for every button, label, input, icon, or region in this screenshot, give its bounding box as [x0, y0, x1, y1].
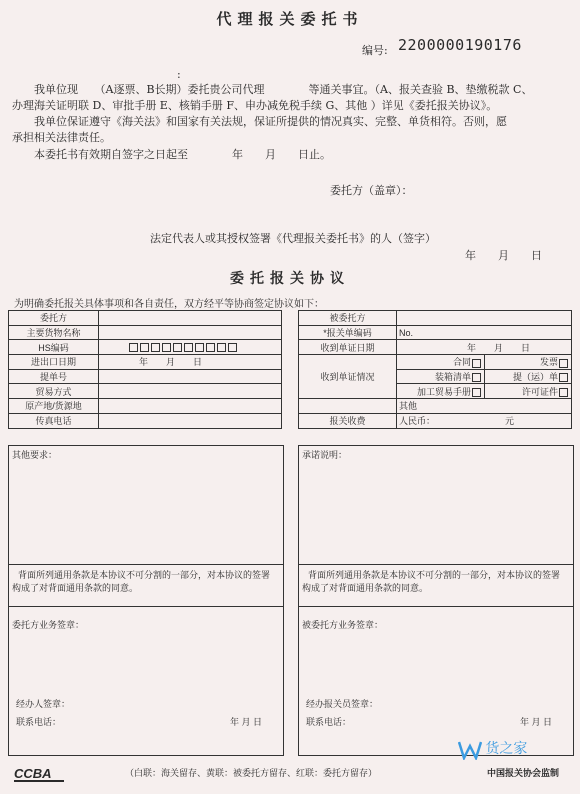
broker-sign-label: 经办报关员签章： [306, 699, 379, 709]
promise-area[interactable] [300, 452, 570, 562]
table-row: 收到单证日期 年 月 日 [299, 340, 572, 355]
other-requirements-label: 其他要求： [12, 450, 58, 460]
recv-date-field[interactable]: 年 月 日 [397, 340, 572, 355]
hs-code-field[interactable] [99, 340, 282, 355]
table-row: 原产地/货源地 [9, 399, 282, 414]
table-row: 被委托方 [299, 311, 572, 326]
right-date: 年 月 日 [520, 717, 553, 727]
handler-sign-label: 经办人签章： [16, 699, 71, 709]
checkbox-icon[interactable] [559, 373, 568, 382]
table-row: 收到单证情况 合同 发票 [299, 355, 572, 370]
contract-check[interactable]: 合同 [397, 355, 485, 370]
table-row [299, 399, 572, 414]
right-clause-line-2: 构成了对背面通用条款的同意。 [302, 583, 429, 593]
left-clause-line-1: 背面所列通用条款是本协议不可分割的一部分，对本协议的签署 [18, 570, 271, 580]
checkbox-icon[interactable] [559, 359, 568, 368]
checkbox-icon[interactable] [559, 388, 568, 397]
para-3: 本委托书有效期自签字之日起至 年 月 日止。 [34, 148, 331, 161]
sign-date: 年 月 日 [465, 249, 542, 262]
fee-field[interactable]: 人民币： 元 [397, 413, 572, 428]
principal-table [8, 310, 282, 429]
divider [298, 606, 573, 607]
sign-party: 委托方（盖章）： [330, 184, 413, 197]
para-1-line-1: 我单位现 （A逐票、B长期）委托贵公司代理 等通关事宜。（A、报关查验 B、垫缴税款 C、 [34, 83, 533, 96]
divider [298, 564, 573, 565]
table-row: 主要货物名称 [9, 325, 282, 340]
other-docs-field[interactable]: 其他 [397, 399, 572, 414]
w-logo-icon [458, 740, 482, 760]
packing-check[interactable]: 装箱清单 [397, 369, 485, 384]
left-clause-line-2: 构成了对背面通用条款的同意。 [12, 583, 139, 593]
decl-no-field[interactable]: No. [397, 325, 572, 340]
left-phone-label: 联系电话： [16, 717, 62, 727]
table-row: *报关单编码 No. [299, 325, 572, 340]
principal-sign-label: 委托方业务签章： [12, 620, 85, 630]
serial-number: 2200000190176 [398, 36, 522, 54]
para-2-line-2: 承担相关法律责任。 [12, 131, 111, 144]
handbook-check[interactable]: 加工贸易手册 [397, 384, 485, 399]
divider [8, 564, 283, 565]
table-row: 传真电话 [9, 413, 282, 428]
agreement-intro: 为明确委托报关具体事项和各自责任，双方经平等协商签定协议如下： [14, 299, 324, 310]
trade-mode-field[interactable] [99, 384, 282, 399]
checkbox-icon[interactable] [472, 388, 481, 397]
table-row: 贸易方式 [9, 384, 282, 399]
agent-table [298, 310, 572, 429]
origin-field[interactable] [99, 399, 282, 414]
ccba-logo: CCBA [14, 766, 64, 782]
left-date: 年 月 日 [230, 717, 263, 727]
table-row: 进出口日期 年 月 日 [9, 355, 282, 370]
right-phone-label: 联系电话： [306, 717, 352, 727]
bill-no-field[interactable] [99, 369, 282, 384]
serial-label: 编号: [362, 44, 388, 57]
para-1-line-2: 办理海关证明联 D、审批手册 E、核销手册 F、申办减免税手续 G、其他 ）详见《委托报关协议》。 [12, 99, 498, 112]
table-row: 提单号 [9, 369, 282, 384]
checkbox-icon[interactable] [472, 373, 481, 382]
checkbox-icon[interactable] [472, 359, 481, 368]
divider [8, 606, 283, 607]
fax-phone-field[interactable] [99, 413, 282, 428]
agreement-title: 委托报关协议 [230, 271, 350, 287]
agent-sign-label: 被委托方业务签章： [302, 620, 384, 630]
agent-field[interactable] [397, 311, 572, 326]
table-row: 委托方 [9, 311, 282, 326]
invoice-check[interactable]: 发票 [485, 355, 572, 370]
watermark: 货之家 [458, 738, 527, 760]
sign-representative: 法定代表人或其授权签署《代理报关委托书》的人（签字） [150, 232, 436, 245]
promise-label: 承诺说明： [302, 450, 348, 460]
doc-title: 代理报关委托书 [216, 10, 364, 28]
principal-field[interactable] [99, 311, 282, 326]
goods-name-field[interactable] [99, 325, 282, 340]
table-row: 报关收费 人民币： 元 [299, 413, 572, 428]
right-clause-line-1: 背面所列通用条款是本协议不可分割的一部分，对本协议的签署 [308, 570, 561, 580]
license-check[interactable]: 许可证件 [485, 384, 572, 399]
bill-check[interactable]: 提（运）单 [485, 369, 572, 384]
issuer: 中国报关协会监制 [487, 768, 560, 778]
copy-distribution-note: （白联：海关留存、黄联：被委托方留存、红联：委托方留存） [125, 768, 378, 778]
para-2-line-1: 我单位保证遵守《海关法》和国家有关法规，保证所提供的情况真实、完整、单货相符。否则，愿 [34, 115, 507, 128]
other-requirements-area[interactable] [10, 452, 280, 562]
table-row: HS编码 [9, 340, 282, 355]
ie-date-field[interactable]: 年 月 日 [99, 355, 282, 370]
recipient-colon: : [177, 68, 181, 81]
